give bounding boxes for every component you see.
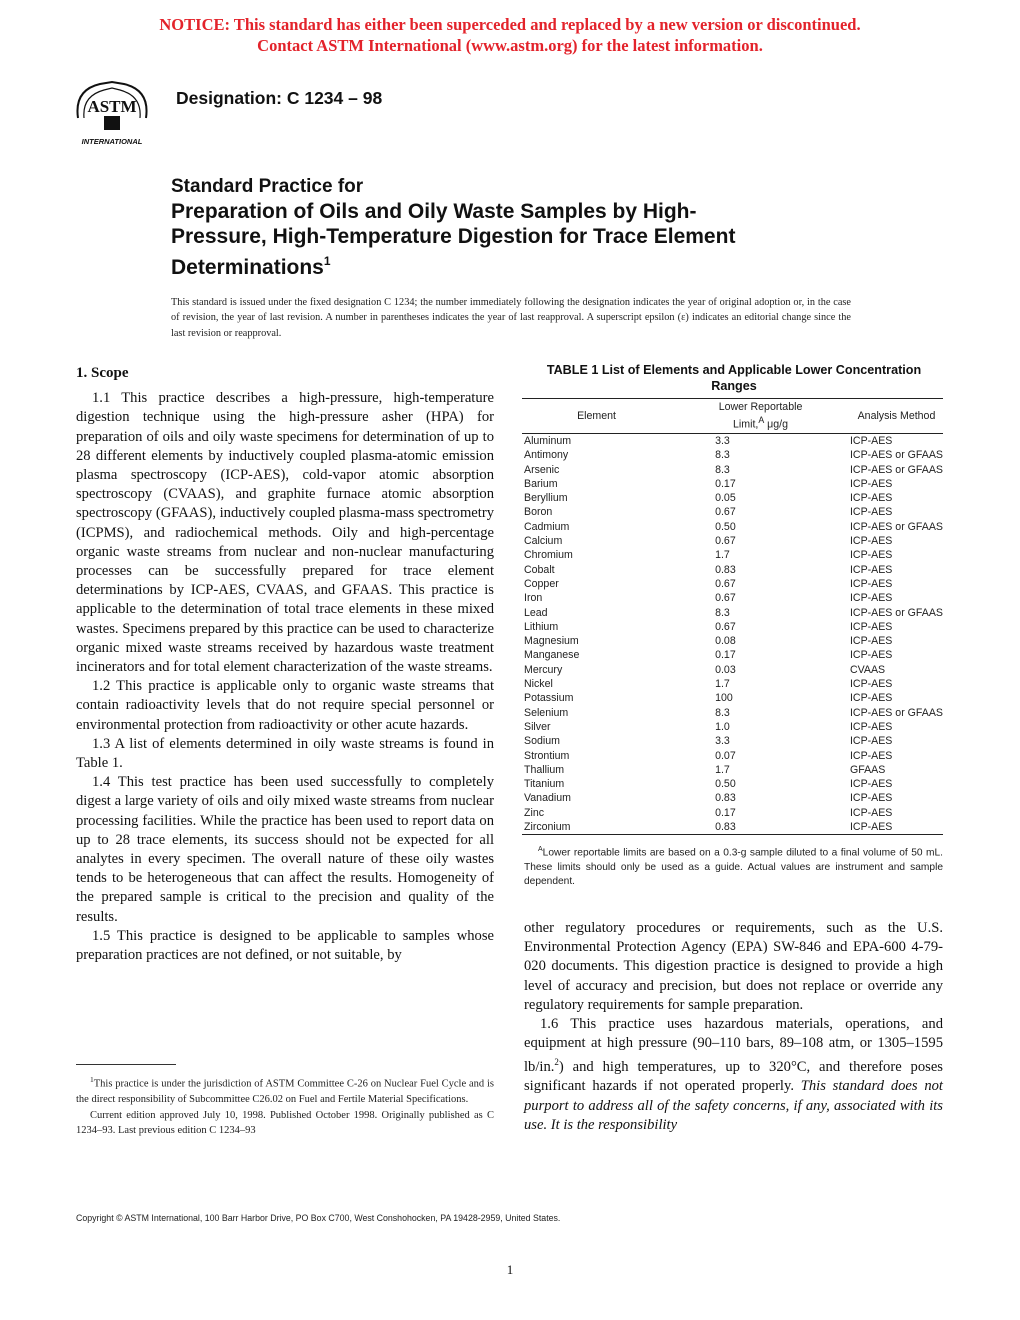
title-line-4: [171, 249, 871, 280]
element-cell: Iron: [524, 592, 543, 605]
element-cell: Sodium: [524, 735, 560, 748]
limit-cell: 0.05: [715, 492, 736, 505]
astm-logo-subtext: INTERNATIONAL: [81, 137, 143, 146]
method-cell: GFAAS: [849, 763, 886, 776]
limit-cell: 0.83: [715, 563, 736, 576]
element-cell: Aluminum: [524, 435, 572, 447]
method-cell: ICP-AES or GFAAS: [849, 463, 943, 476]
method-cell: ICP-AES: [849, 577, 893, 590]
element-cell: Mercury: [524, 663, 563, 676]
method-cell: ICP-AES: [849, 620, 893, 633]
limit-cell: 1.7: [715, 549, 730, 562]
table-row: [522, 477, 943, 491]
method-cell: ICP-AES: [849, 549, 893, 562]
table-row: [522, 706, 943, 720]
table-row: [522, 448, 943, 462]
table-row: [522, 591, 943, 605]
page-number: 1: [506, 1262, 514, 1277]
paragraph-1-1: 1.1 This practice describes a high-pressure, high-temperature digestion technique using the high-pressure asher (HPA) for preparation of oils and oily waste specimens for determination of up to 28 different elements by inductively coupled plasma-atomic emission plasma spectroscopy (ICP-AES), cold-vapor atomic absorption spectroscopy (CVAAS), and graphite furnace atomic absorption spectroscopy (GFAAS), inductively coupled plasma-mass spectrometry (ICPMS), and radiochemical methods. Oily and high-percentage organic waste streams from nuclear and non-nuclear manufacturing processes can be successfully prepared for trace element determinations by ICP-AES, CVAAS, and GFAAS. This practice is applicable to the determination of total trace elements in these mixed wastes. Specimens prepared by this practice can be used to characterize organic mixed waste streams received by hazardous waste treatment incinerators and for total element characterization of the waste streams.: [76, 390, 494, 676]
method-cell: ICP-AES: [849, 821, 893, 834]
limit-cell: 0.17: [715, 806, 736, 819]
paragraph-1-2: 1.2 This practice is applicable only to organic waste streams that contain radioactivity levels that do not require special personnel or environmental protection from radioactivity or other acute hazards.: [76, 678, 494, 733]
element-cell: Magnesium: [524, 635, 579, 648]
limit-cell: 0.50: [715, 520, 736, 533]
table-caption: TABLE 1 List of Elements and Applicable Lower Concentration Ranges: [546, 363, 922, 393]
table-row: [522, 577, 943, 591]
method-cell: ICP-AES: [849, 792, 893, 805]
table-row: [522, 534, 943, 548]
title-line-3: Pressure, High-Temperature Digestion for Trace Element: [171, 225, 736, 248]
limit-cell: 0.08: [715, 635, 736, 648]
element-cell: Potassium: [524, 692, 574, 705]
limit-cell: 8.3: [715, 606, 730, 619]
elements-table: [522, 398, 943, 835]
element-cell: Vanadium: [524, 792, 571, 805]
limit-cell: 0.67: [715, 577, 736, 590]
limit-cell: 0.67: [715, 592, 736, 605]
table-row: [522, 620, 943, 634]
limit-cell: 100: [715, 692, 733, 705]
element-cell: Cobalt: [524, 563, 555, 576]
element-cell: Nickel: [524, 678, 553, 691]
table-row: [522, 663, 943, 677]
element-cell: Cadmium: [524, 520, 570, 533]
limit-cell: 1.0: [715, 720, 730, 733]
method-cell: ICP-AES: [849, 749, 893, 762]
element-cell: Thallium: [524, 763, 565, 776]
limit-cell: 3.3: [715, 435, 730, 447]
header-limit-footnote: A: [758, 414, 765, 425]
element-cell: Zirconium: [524, 821, 571, 834]
method-cell: ICP-AES: [849, 563, 893, 576]
header-limit-unit: μg/g: [764, 418, 789, 431]
table-row: [522, 648, 943, 662]
limit-cell: 1.7: [715, 678, 730, 691]
footnote-para-2: Current edition approved July 10, 1998. Published October 1998. Originally published as C 1234–93. Last previous edition C 1234–93: [76, 1109, 494, 1136]
title-line-4-text: Determinations: [171, 256, 324, 279]
table-row: [522, 463, 943, 477]
method-cell: ICP-AES: [849, 535, 893, 548]
header-limit-line-2: Limit,: [733, 418, 759, 431]
paragraph-1-6-part-a: 1.6 This practice uses hazardous materials, operations, and equipment at high pressure (90–110 bars, 89–108 atm, or 1305–1595 lb/in.: [524, 1016, 943, 1076]
limit-cell: 0.67: [715, 620, 736, 633]
table-row: [522, 806, 943, 820]
limit-cell: 0.83: [715, 821, 736, 834]
element-cell: Strontium: [524, 749, 570, 762]
element-cell: Silver: [524, 720, 551, 733]
notice-line-1: NOTICE: This standard has either been superceded and replaced by a new version or discontinued.: [159, 15, 861, 34]
element-cell: Boron: [524, 506, 553, 519]
element-cell: Selenium: [524, 706, 569, 719]
element-cell: Lithium: [524, 620, 559, 633]
footnote: [76, 1072, 494, 1139]
table-row: [522, 734, 943, 748]
header-element: Element: [577, 409, 616, 422]
document-title: [171, 175, 871, 280]
method-cell: ICP-AES: [849, 635, 893, 648]
paragraph-1-4: 1.4 This test practice has been used successfully to completely digest a large variety of oils and oily mixed waste streams from nuclear processing facilities. While the practice has been used to report data on up to 28 trace elements, its success should not be expected for all analytes in every specimen. The overall nature of these oily wastes tends to be heterogeneous that can affect the results. Homogeneity of the prepared sample is critical to the precision and quality of the results.: [76, 774, 494, 925]
designation: Designation: C 1234 – 98: [176, 88, 383, 108]
element-cell: Manganese: [524, 649, 580, 662]
element-cell: Chromium: [524, 549, 573, 562]
method-cell: ICP-AES: [849, 506, 893, 519]
method-cell: ICP-AES: [849, 720, 893, 733]
limit-cell: 0.17: [715, 477, 736, 490]
method-cell: ICP-AES or GFAAS: [849, 449, 943, 462]
scope-heading: 1. Scope: [76, 365, 129, 381]
method-cell: ICP-AES or GFAAS: [849, 706, 943, 719]
element-cell: Titanium: [524, 778, 565, 791]
element-cell: Barium: [524, 477, 558, 490]
footnote-para-1: [76, 1072, 494, 1108]
notice-line-2: Contact ASTM International (www.astm.org) for the latest information.: [257, 36, 763, 55]
limit-cell: 8.3: [715, 463, 730, 476]
table-footnote-text: Lower reportable limits are based on a 0.3-g sample diluted to a final volume of 50 mL. These limits should only be used as a guide. Actual values are instrument and sample dependent.: [524, 847, 943, 888]
right-column: [524, 919, 943, 1135]
paragraph-1-6-superscript: 2: [554, 1057, 559, 1068]
method-cell: ICP-AES: [849, 435, 893, 447]
element-cell: Calcium: [524, 535, 563, 548]
paragraph-1-6-italic: This standard does not purport to address all of the safety concerns, if any, associated with its use. It is the responsibility: [524, 1078, 943, 1133]
limit-cell: 0.50: [715, 778, 736, 791]
title-line-2: Preparation of Oils and Oily Waste Samples by High-: [171, 200, 697, 223]
method-cell: ICP-AES or GFAAS: [849, 606, 943, 619]
header-limit-line-1: Lower Reportable: [718, 400, 803, 413]
limit-cell: 0.83: [715, 792, 736, 805]
header-method: Analysis Method: [857, 409, 936, 422]
table-row: [522, 691, 943, 705]
limit-cell: 0.07: [715, 749, 736, 762]
title-line-1: Standard Practice for: [171, 176, 364, 197]
method-cell: ICP-AES: [849, 492, 893, 505]
element-cell: Beryllium: [524, 492, 568, 505]
element-cell: Zinc: [524, 806, 545, 819]
table-row: [522, 491, 943, 505]
paragraph-1-5: 1.5 This practice is designed to be applicable to samples whose preparation practices are not defined, or not suitable, by: [76, 927, 494, 964]
table-row: [522, 791, 943, 805]
astm-logo-text: ASTM: [87, 97, 137, 116]
limit-cell: 1.7: [715, 763, 730, 776]
table-row: [522, 548, 943, 562]
table-footnote-mark: A: [538, 846, 543, 853]
table-row: [522, 677, 943, 691]
table-row: [522, 763, 943, 777]
supersede-notice: [0, 14, 1020, 56]
header-limit: [671, 399, 850, 434]
paragraph-1-6: [524, 1015, 943, 1135]
table-row: [522, 777, 943, 791]
astm-logo: [64, 78, 160, 148]
limit-cell: 0.17: [715, 649, 736, 662]
limit-cell: 8.3: [715, 706, 730, 719]
limit-cell: 8.3: [715, 449, 730, 462]
paragraph-1-6-part-b: ) and high temperatures, up to 320°C, and therefore poses significant hazards if not operated properly.: [524, 1059, 943, 1095]
method-cell: ICP-AES: [849, 806, 893, 819]
method-cell: CVAAS: [849, 663, 886, 676]
element-cell: Lead: [524, 606, 548, 619]
limit-cell: 0.67: [715, 506, 736, 519]
method-cell: ICP-AES: [849, 735, 893, 748]
copyright-line: Copyright © ASTM International, 100 Barr Harbor Drive, PO Box C700, West Conshohocken, PA 19428-2959, United States.: [76, 1213, 561, 1223]
table-row: [522, 606, 943, 620]
table-row: [522, 820, 943, 835]
element-cell: Arsenic: [524, 463, 560, 476]
method-cell: ICP-AES: [849, 692, 893, 705]
table-row: [522, 720, 943, 734]
issued-note: This standard is issued under the fixed designation C 1234; the number immediately following the designation indicates the year of original adoption or, in the case of revision, the year of last revision. A number in parentheses indicates the year of last reapproval. A superscript epsilon (ε) indicates an editorial change since the last revision or reapproval.: [171, 297, 851, 339]
footnote-rule: [76, 1064, 176, 1065]
paragraph-1-5-continued: other regulatory procedures or requirements, such as the U.S. Environmental Protection Agency (EPA) SW-846 and EPA-600 4-79-020 documents. This digestion practice is designed to provide a high level of accuracy and precision, but does not replace or override any regulatory requirements for sample preparation.: [524, 920, 943, 1013]
element-cell: Copper: [524, 577, 559, 590]
footnote-mark: 1: [90, 1075, 94, 1084]
method-cell: ICP-AES: [849, 778, 893, 791]
method-cell: ICP-AES: [849, 592, 893, 605]
paragraph-1-3: 1.3 A list of elements determined in oily waste streams is found in Table 1.: [76, 735, 494, 772]
table-body: [522, 434, 943, 835]
table-row: [522, 434, 943, 449]
table-row: [522, 634, 943, 648]
table-row: [522, 563, 943, 577]
left-column: [76, 364, 494, 965]
element-cell: Antimony: [524, 449, 569, 462]
method-cell: ICP-AES: [849, 678, 893, 691]
table-footnote: [524, 843, 943, 890]
table-row: [522, 505, 943, 519]
footnote-text-1: This practice is under the jurisdiction of ASTM Committee C-26 on Nuclear Fuel Cycle and is the direct responsibility of Subcommittee C26.02 on Fuel and Fertile Material Specifications.: [76, 1078, 494, 1105]
method-cell: ICP-AES: [849, 477, 893, 490]
limit-cell: 3.3: [715, 735, 730, 748]
limit-cell: 0.03: [715, 663, 736, 676]
method-cell: ICP-AES or GFAAS: [849, 520, 943, 533]
limit-cell: 0.67: [715, 535, 736, 548]
method-cell: ICP-AES: [849, 649, 893, 662]
table-row: [522, 749, 943, 763]
title-footnote-mark: 1: [323, 254, 331, 268]
table-row: [522, 520, 943, 534]
table-header-row: [522, 399, 943, 434]
